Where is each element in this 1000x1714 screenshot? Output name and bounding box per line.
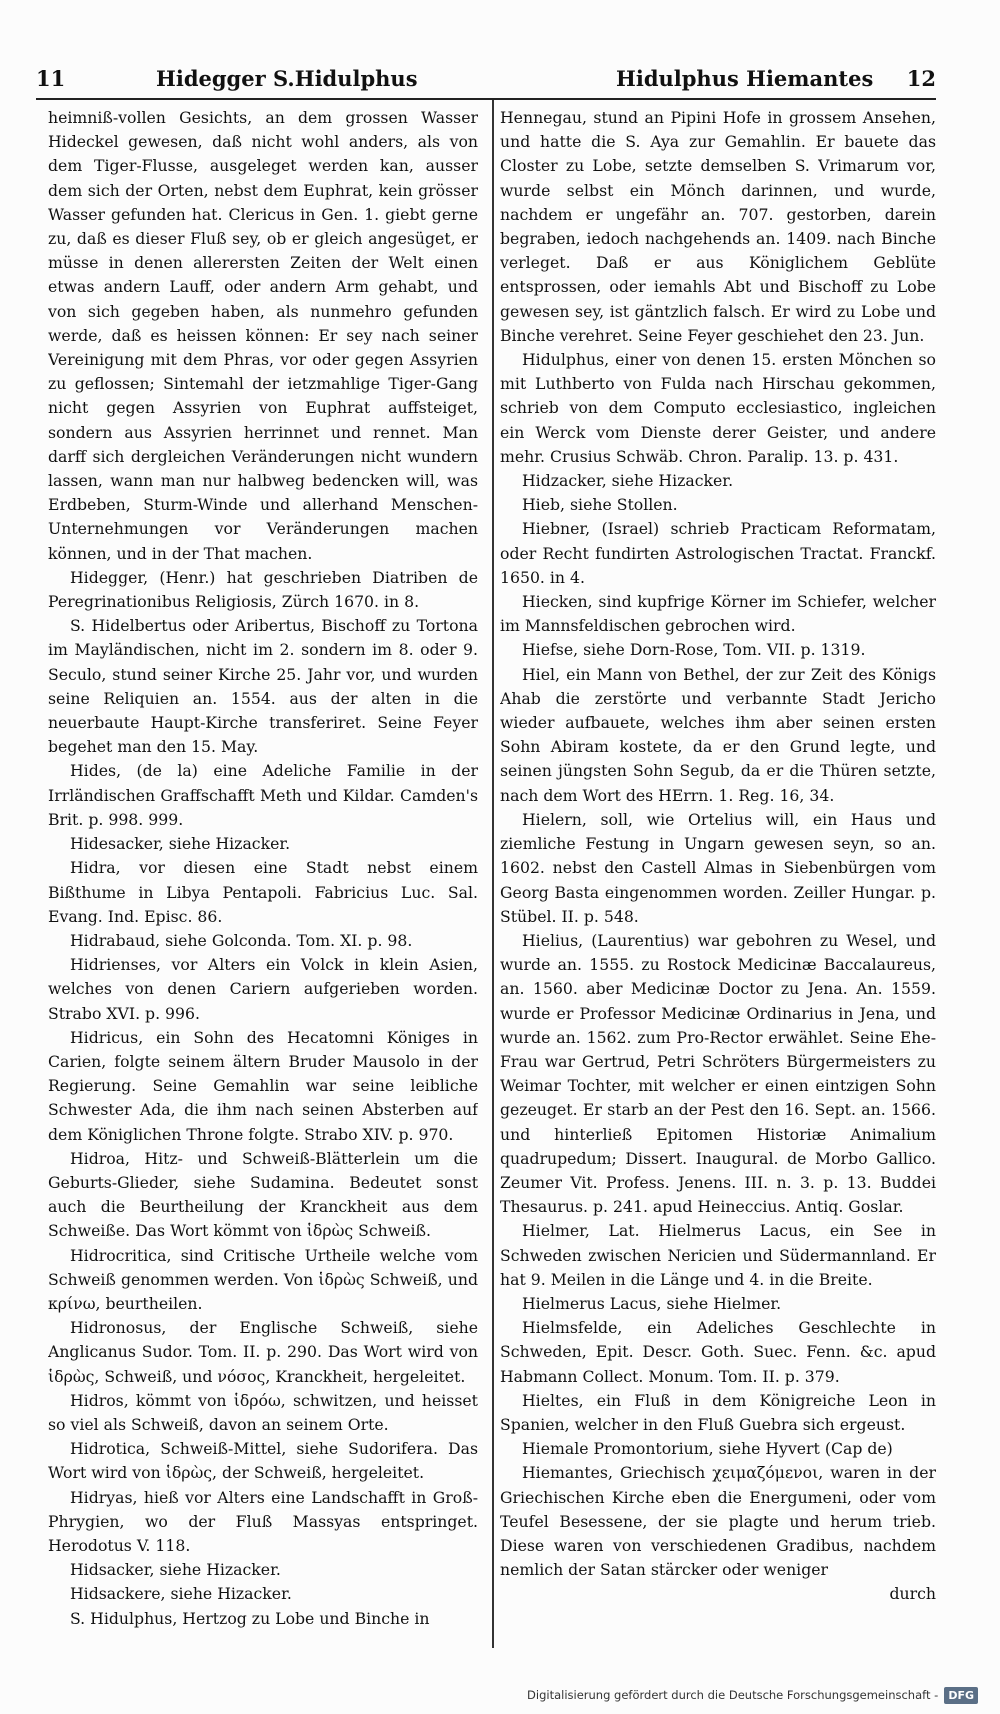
dictionary-entry: Hidulphus, einer von denen 15. ersten Mönchen so mit Luthberto von Fulda nach Hirschau gekommen, schrieb von dem Computo ecclesiastico, ingleichen ein Werck vom Dienste derer Geister, und andere mehr. Crusius Schwäb. Chron. Paralip. 13. p. 431. xyxy=(500,350,936,466)
dictionary-entry: Hidros, kömmt von ἱδρόω, schwitzen, und heisset so viel als Schweiß, davon an seinem Orte. xyxy=(48,1390,478,1434)
dictionary-entry: Hidricus, ein Sohn des Hecatomni Königes in Carien, folgte seinem ältern Bruder Mausolo in der Regierung. Seine Gemahlin war seine leibliche Schwester Ada, die ihm nach seinen Absterben auf dem Königlichen Throne folgte. Strabo XIV. p. 970. xyxy=(48,1027,478,1144)
dictionary-entry: heimniß-vollen Gesichts, an dem grossen Wasser Hideckel gewesen, daß nicht wohl anders, als von dem Tiger-Flusse, ausgeleget werden kan, ausser dem sich der Orten, nebst dem Euphrat, kein grösser Wasser gefunden hat. Clericus in Gen. 1. giebt gerne zu, daß es dieser Fluß sey, ob er gleich angesüget, er müsse in denen allerersten Zeiten der Welt einen etwas andern Lauff, oder andern Arm gehabt, und von sich gegeben haben, als nunmehro gefunden werde, daß es heissen können: Er sey nach seiner Vereinigung mit dem Phras, vor oder gegen Assyrien zu geflossen; Sintemahl der ietzmahlige Tiger-Gang nicht gegen Assyrien von Euphrat auffsteiget, sondern aus Assyrien herrinnet und rennet. Man darff sich dergleichen Veränderungen nicht wundern lassen, wann man nur halbweg bedencken will, was Erdbeben, Sturm-Winde und allerhand Menschen-Unternehmungen vor Veränderungen machen können, und in der That machen. xyxy=(48,108,478,563)
dictionary-entry: Hielmer, Lat. Hielmerus Lacus, ein See in Schweden zwischen Nericien und Südermannland. Er hat 9. Meilen in die Länge und 4. in die Breite. xyxy=(500,1221,936,1289)
column-divider xyxy=(492,100,494,1648)
left-column xyxy=(48,106,478,1646)
dictionary-entry: Hidzacker, siehe Hizacker. xyxy=(522,471,734,491)
dictionary-entry: S. Hidelbertus oder Aribertus, Bischoff zu Tortona im Mayländischen, nicht im 2. sondern im 8. oder 9. Seculo, stund seiner Kirche 25. Jahr vor, und wurden seine Reliquien an. 1554. aus der alten in die neuerbaute Haupt-Kirche transferiret. Seine Feyer begehet man den 15. May. xyxy=(48,616,478,757)
catchword-center: S.Hidulphus xyxy=(273,66,418,91)
dictionary-entry: S. Hidulphus, Hertzog zu Lobe und Binche in xyxy=(70,1608,430,1628)
dictionary-entry: Hidsackere, siehe Hizacker. xyxy=(70,1584,292,1604)
footer-credit xyxy=(527,1684,978,1706)
running-header xyxy=(36,62,936,100)
catchword-left: Hidegger xyxy=(156,66,266,91)
dfg-logo: DFG xyxy=(944,1687,978,1704)
dictionary-entry: Hides, (de la) eine Adeliche Familie in der Irrländischen Graffschafft Meth und Kildar. Camden's Brit. p. 998. 999. xyxy=(48,761,478,829)
dictionary-entry: Hidra, vor diesen eine Stadt nebst einem Bißthume in Libya Pentapoli. Fabricius Luc. Sal. Evang. Ind. Episc. 86. xyxy=(48,858,478,926)
dictionary-entry: Hidryas, hieß vor Alters eine Landschafft in Groß-Phrygien, wo der Fluß Massyas entspringet. Herodotus V. 118. xyxy=(48,1487,478,1555)
dictionary-entry: Hidsacker, siehe Hizacker. xyxy=(70,1560,281,1580)
dictionary-entry: Hidrocritica, sind Critische Urtheile welche vom Schweiß genommen werden. Von ἱδρὼς Schweiß, und κρίνω, beurtheilen. xyxy=(48,1245,478,1313)
dictionary-entry: Hidroa, Hitz- und Schweiß-Blätterlein um die Geburts-Glieder, siehe Sudamina. Bedeutet sonst auch die Beurtheilung der Kranckheit aus dem Schweiße. Das Wort kömmt von ἱδρὼς Schweiß. xyxy=(48,1148,478,1241)
dictionary-entry: Hidrabaud, siehe Golconda. Tom. XI. p. 98. xyxy=(70,930,413,950)
page-number-left: 11 xyxy=(36,66,66,91)
dictionary-entry: Hieb, siehe Stollen. xyxy=(522,495,678,515)
right-column xyxy=(500,106,936,1646)
dictionary-entry: Hidrienses, vor Alters ein Volck in klein Asien, welches von denen Cariern aufgerieben worden. Strabo XVI. p. 996. xyxy=(48,955,478,1023)
dictionary-entry: Hielern, soll, wie Ortelius will, ein Haus und ziemliche Festung in Ungarn gewesen seyn, so an. 1602. nebst den Castell Almas in Siebenbürgen vom Georg Basta eingenommen worden. Zeiller Hungar. p. Stübel. II. p. 548. xyxy=(500,809,936,926)
dictionary-entry: Hieltes, ein Fluß in dem Königreiche Leon in Spanien, welcher in den Fluß Guebra sich ergeust. xyxy=(500,1390,936,1434)
dictionary-entry: Hiebner, (Israel) schrieb Practicam Reformatam, oder Recht fundirten Astrologischen Tractat. Franckf. 1650. in 4. xyxy=(500,519,936,587)
catchword-right: Hidulphus Hiemantes xyxy=(616,66,874,91)
dictionary-entry: Hidegger, (Henr.) hat geschrieben Diatriben de Peregrinationibus Religiosis, Zürch 1670. in 8. xyxy=(48,567,478,612)
dictionary-entry: Hennegau, stund an Pipini Hofe in grossem Ansehen, und hatte die S. Aya zur Gemahlin. Er bauete das Closter zu Lobe, setzte demselben S. Vrimarum vor, wurde selbst ein Mönch darinnen, und wurde, nachdem er ungefähr an. 707. gestorben, darein begraben, iedoch nachgehends an. 1409. nach Binche verleget. Daß er aus Königlichem Geblüte entsprossen, oder iemahls Abt und Bischoff zu Lobe gewesen sey, ist gäntzlich falsch. Er wird zu Lobe und Binche verehret. Seine Feyer geschiehet den 23. Jun. xyxy=(500,108,936,345)
dictionary-entry: Hiel, ein Mann von Bethel, der zur Zeit des Königs Ahab die zerstörte und verbannte Stadt Jericho wieder aufbauete, welches ihm aber seinen ersten Sohn Abiram kostete, da er den Grund legte, und seinen jüngsten Sohn Segub, da er die Thüren setzte, nach dem Wort des HErrn. 1. Reg. 16, 34. xyxy=(500,664,936,805)
dictionary-entry: Hiemale Promontorium, siehe Hyvert (Cap de) xyxy=(522,1439,893,1459)
dictionary-entry: Hielmsfelde, ein Adeliches Geschlechte in Schweden, Epit. Descr. Goth. Suec. Fenn. &c. apud Habmann Collect. Monum. Tom. II. p. 379. xyxy=(500,1318,936,1386)
dictionary-entry: Hiefse, siehe Dorn-Rose, Tom. VII. p. 1319. xyxy=(522,640,866,660)
dictionary-entry: Hidrotica, Schweiß-Mittel, siehe Sudorifera. Das Wort wird von ἱδρὼς, der Schweiß, hergeleitet. xyxy=(48,1439,478,1483)
dictionary-entry: Hidronosus, der Englische Schweiß, siehe Anglicanus Sudor. Tom. II. p. 290. Das Wort wird von ἱδρὼς, Schweiß, und νόσος, Kranckheit, hergeleitet. xyxy=(48,1318,478,1386)
page-number-right: 12 xyxy=(906,66,936,91)
dictionary-entry: Hidesacker, siehe Hizacker. xyxy=(70,834,291,854)
dictionary-entry: Hielius, (Laurentius) war gebohren zu Wesel, und wurde an. 1555. zu Rostock Medicinæ Baccalaureus, an. 1560. aber Medicinæ Doctor zu Jena. An. 1559. wurde er Professor Medicinæ Ordinarius in Jena, und wurde an. 1562. zum Pro-Rector erwählet. Seine Ehe-Frau war Gertrud, Petri Schröters Bürgermeisters zu Weimar Tochter, mit welcher er einen eintzigen Sohn gezeuget. Er starb an der Pest den 16. Sept. an. 1566. und hinterließ Epitomen Historiæ Animalium quadrupedum; Dissert. Inaugural. de Morbo Gallico. Zeumer Vit. Profess. Jenens. III. n. 3. p. 13. Buddei Thesaurus. p. 241. apud Heineccius. Antiq. Goslar. xyxy=(500,930,936,1217)
dictionary-entry: Hiecken, sind kupfrige Körner im Schiefer, welcher im Mannsfeldischen gebrochen wird. xyxy=(500,592,936,636)
footer-text: Digitalisierung gefördert durch die Deutsche Forschungsgemeinschaft - xyxy=(527,1688,939,1702)
dictionary-entry: Hielmerus Lacus, siehe Hielmer. xyxy=(522,1293,782,1313)
dictionary-entry: Hiemantes, Griechisch χειμαζόμενοι, waren in der Griechischen Kirche eben die Energumeni, oder vom Teufel Besessene, der sie plagte und herum trieb. Diese waren von verschiedenen Gradibus, nachdem nemlich der Satan stärcker oder weniger xyxy=(500,1463,936,1580)
catchword: durch xyxy=(889,1584,936,1604)
